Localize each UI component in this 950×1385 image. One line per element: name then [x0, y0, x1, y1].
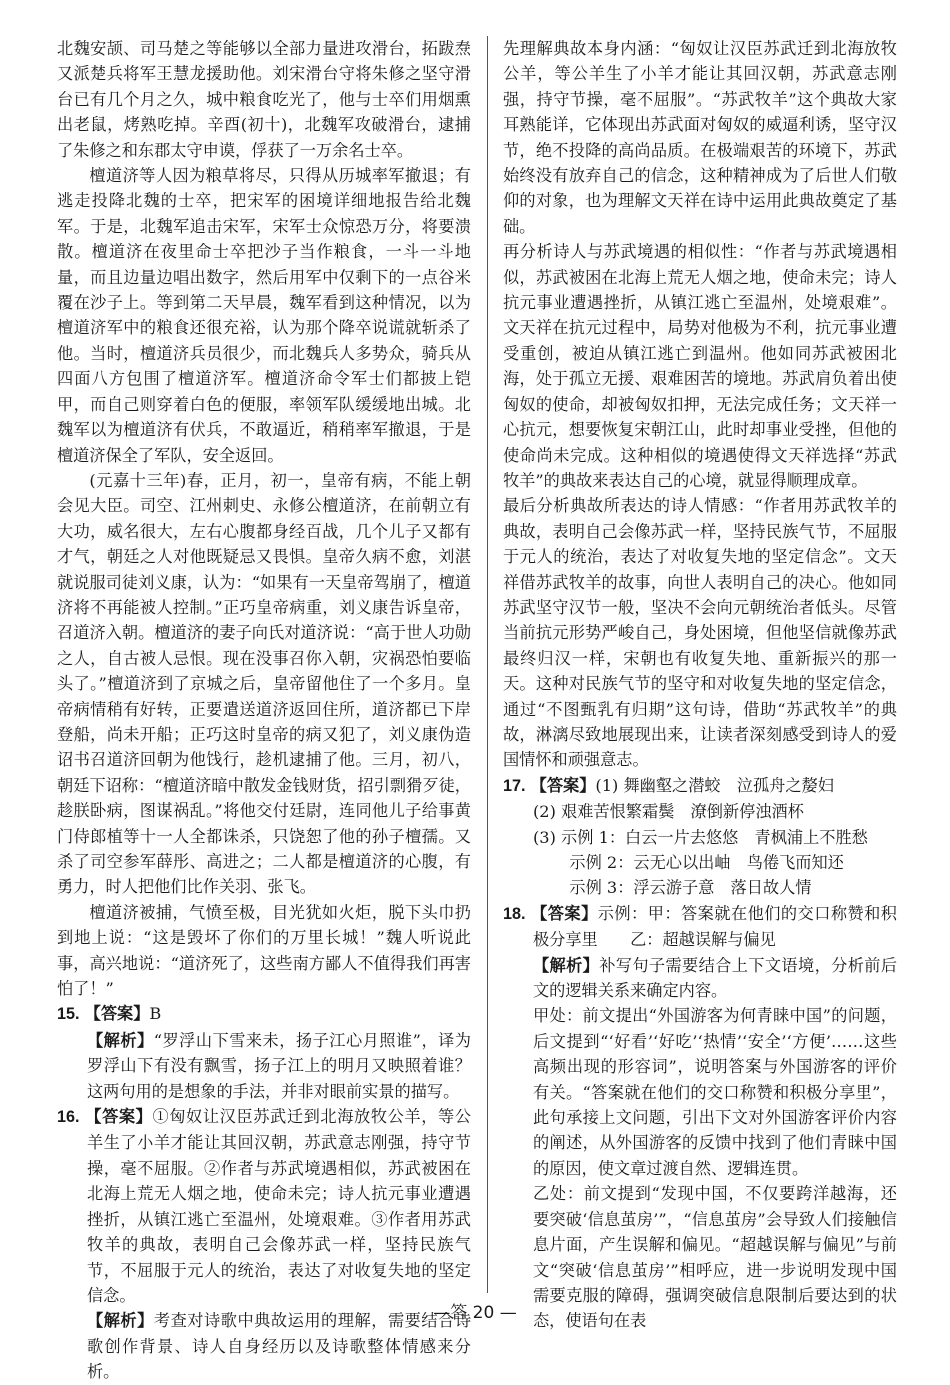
answer-tag: 【答案】 — [530, 775, 596, 795]
left-column — [57, 36, 471, 1385]
translation-paragraph: 北魏安颉、司马楚之等能够以全部力量进攻滑台，拓跋焘又派楚兵将军王慧龙援助他。刘宋滑台守将朱修之坚守滑台已有几个月之久，城中粮食吃光了，他与士卒们用烟熏出老鼠，烤熟吃掉。辛酉(初十)，北魏军攻破滑台，逮捕了朱修之和东郡太守申谟，俘获了一万余名士卒。 — [57, 39, 471, 160]
answer-text: ①匈奴让汉臣苏武迁到北海放牧公羊，等公羊生了小羊才能让其回汉朝，苏武意志刚强，持守节操，毫不屈服。②作者与苏武境遇相似，苏武被困在北海上荒无人烟之地，使命未完；诗人抗元事业遭遇挫折，从镇江逃亡至温州，处境艰难。③作者用苏武牧羊的典故，表明自己会像苏武一样，坚持民族气节，不屈服于元人的统治，表达了对收复失地的坚定信念。 — [86, 1107, 471, 1305]
question-number: 17. — [503, 776, 526, 795]
answer-tag: 【答案】 — [85, 1107, 153, 1127]
answer-line: 示例 2：云无心以出岫 鸟倦飞而知还 — [569, 853, 844, 872]
analysis-paragraph: 最后分析典故所表达的诗人情感：“作者用苏武牧羊的典故，表明自己会像苏武一样，坚持民族气节，不屈服于元人的统治，表达了对收复失地的坚定信念”。文天祥借苏武牧羊的故事，向世人表明自己的决心。他如同苏武坚守汉节一般，坚决不会向元朝统治者低头。尽管当前抗元形势严峻自己，身处困境，但他坚信就像苏武最终归汉一样，宋朝也有收复失地、重新振兴的那一天。这种对民族气节的坚守和对收复失地的坚定信念，通过“不图甄乳有归期”这句诗，借助“苏武牧羊”的典故，淋漓尽致地展现出来，让读者深刻感受到诗人的爱国情怀和顽强意志。 — [503, 496, 897, 770]
answer-text: 示例：甲：答案就在他们的交口称赞和积极分享里 乙：超越误解与偏见 — [532, 903, 897, 950]
analysis-paragraph: 甲处：前文提出“外国游客为何青睐中国”的问题，后文提到“‘好看’‘好吃’‘热情’‘安全’‘方便’……这些高频出现的形容词”，说明答案与外国游客的评价有关。“答案就在他们的交口称赞和积极分享里”，此句承接上文问题，引出下文对外国游客评价内容的阐述，从外国游客的反馈中找到了他们青睐中国的原因，使文章过渡自然、逻辑连贯。 — [532, 1006, 897, 1178]
translation-paragraph: (元嘉十三年)春，正月，初一，皇帝有病，不能上朝会见大臣。司空、江州刺史、永修公檀道济，在前朝立有大功，威名很大，左右心腹都身经百战，几个儿子又都有才气，朝廷之人对他既疑忌又畏惧。皇帝久病不愈，刘湛就说服司徒刘义康，认为：“如果有一天皇帝驾崩了，檀道济将不再能被人控制。”正巧皇帝病重，刘义康告诉皇帝，召道济入朝。檀道济的妻子向氏对道济说：“高于世人功勋之人，自古被人忌恨。现在没事召你入朝，灾祸恐怕要临头了。”檀道济到了京城之后，皇帝留他住了一个多月。皇帝病情稍有好转，正要遣送道济返回住所，道济都已下岸登船，尚未开船；正巧这时皇帝的病又犯了，刘义康伪造诏书召道济回朝为他饯行，趁机逮捕了他。三月，初八，朝廷下诏称：“檀道济暗中散发金钱财货，招引剽猾歹徒，趁朕卧病，图谋祸乱。”将他交付廷尉，连同他儿子给事黄门侍郎植等十一人全都诛杀，只饶恕了他的孙子檀孺。又杀了司空参军薛彤、高进之；二人都是檀道济的心腹，有勇力，时人把他们比作关羽、张飞。 — [57, 470, 471, 897]
analysis-text: 考查对诗歌中典故运用的理解，需要结合诗歌创作背景、诗人自身经历以及诗歌整体情感来分析。 — [86, 1311, 472, 1382]
analysis-tag: 【解析】 — [86, 1311, 154, 1331]
right-column — [503, 36, 897, 1334]
answer-line: (1) 舞幽壑之潜蛟 泣孤舟之嫠妇 — [595, 775, 834, 795]
question-18-analysis — [533, 953, 897, 1004]
question-16-answer — [57, 1104, 471, 1308]
question-17-answer — [503, 773, 897, 799]
answer-line: (2) 艰难苦恨繁霜鬓 潦倒新停浊酒杯 — [532, 802, 804, 822]
question-number: 16. — [57, 1108, 80, 1127]
analysis-text: “罗浮山下雪来未，扬子江心月照谁”，译为罗浮山下有没有飘雪，扬子江上的明月又映照着谁？这两句用的是想象的手法，并非对眼前实景的描写。 — [86, 1030, 471, 1101]
analysis-tag: 【解析】 — [86, 1030, 154, 1050]
translation-paragraph: 檀道济被捕，气愤至极，目光犹如火炬，脱下头巾扔到地上说：“这是毁坏了你们的万里长城！”魏人听说此事，高兴地说：“道济死了，这些南方鄙人不值得我们再害怕了！” — [57, 902, 471, 999]
column-divider — [487, 36, 488, 1293]
analysis-paragraph: 先理解典故本身内涵：“匈奴让汉臣苏武迁到北海放牧公羊，等公羊生了小羊才能让其回汉朝，苏武意志刚强，持守节操，毫不屈服”。“苏武牧羊”这个典故大家耳熟能详，它体现出苏武面对匈奴的威逼利诱，坚守汉节，绝不投降的高尚品质。在极端艰苦的环境下，苏武始终没有放弃自己的信念，这种精神成为了后世人们敬仰的对象，也为理解文天祥在诗中运用此典故奠定了基础。 — [503, 39, 897, 236]
question-15-analysis — [87, 1028, 471, 1104]
answer-line: (3) 示例 1：白云一片去悠悠 青枫浦上不胜愁 — [532, 827, 868, 847]
question-number: 18. — [503, 904, 526, 923]
page-number: —答 20 — — [433, 1303, 517, 1323]
answer-text: B — [149, 1004, 162, 1024]
analysis-paragraph: 再分析诗人与苏武境遇的相似性：“作者与苏武境遇相似，苏武被困在北海上荒无人烟之地，使命未完；诗人抗元事业遭遇挫折，从镇江逃亡至温州，处境艰难”。文天祥在抗元过程中，局势对他极为不利，抗元事业遭受重创，被迫从镇江逃亡到温州。他如同苏武被困北海，处于孤立无援、艰难困苦的境地。苏武肩负着出使匈奴的使命，却被匈奴扣押，无法完成任务；文天祥一心抗元，想要恢复宋朝江山，此时却事业受挫，但他的使命尚未完成。这种相似的境遇使得文天祥选择“苏武牧羊”的典故来表达自己的心境，就显得顺理成章。 — [503, 242, 897, 490]
translation-paragraph: 檀道济等人因为粮草将尽，只得从历城率军撤退；有逃走投降北魏的士卒，把宋军的困境详细地报告给北魏军。于是，北魏军追击宋军，宋军士众惊恐万分，将要溃散。檀道济在夜里命士卒把沙子当作粮食，一斗一斗地量，而且边量边唱出数字，然后用军中仅剩下的一点谷米覆在沙子上。等到第二天早晨，魏军看到这种情况，以为檀道济军中的粮食还很充裕，认为那个降卒说谎就斩杀了他。当时，檀道济兵员很少，而北魏兵人多势众，骑兵从四面八方包围了檀道济军。檀道济命令军士们都披上铠甲，而自己则穿着白色的便服，率领军队缓缓地出城。北魏军以为檀道济有伏兵，不敢逼近，稍稍率军撤退，于是檀道济保全了军队，安全返回。 — [57, 166, 471, 465]
answer-tag: 【答案】 — [531, 903, 598, 923]
analysis-paragraph: 乙处：前文提到“发现中国，不仅要跨洋越海，还要突破‘信息茧房’”，“信息茧房”会导致人们接触信息片面，产生误解和偏见。“超越误解与偏见”与前文“突破‘信息茧房’”相呼应，进一步说明发现中国需要克服的障碍，强调突破信息限制后要达到的状态，使语句在表 — [532, 1184, 897, 1331]
analysis-text: 补写句子需要结合上下文语境，分析前后文的逻辑关系来确定内容。 — [532, 955, 898, 1001]
answer-tag: 【答案】 — [84, 1004, 150, 1024]
question-15-answer — [57, 1001, 471, 1027]
question-18-answer — [503, 901, 897, 953]
analysis-tag: 【解析】 — [532, 955, 600, 975]
question-number: 15. — [57, 1005, 80, 1024]
answer-line: 示例 3：浮云游子意 落日故人情 — [569, 878, 812, 898]
